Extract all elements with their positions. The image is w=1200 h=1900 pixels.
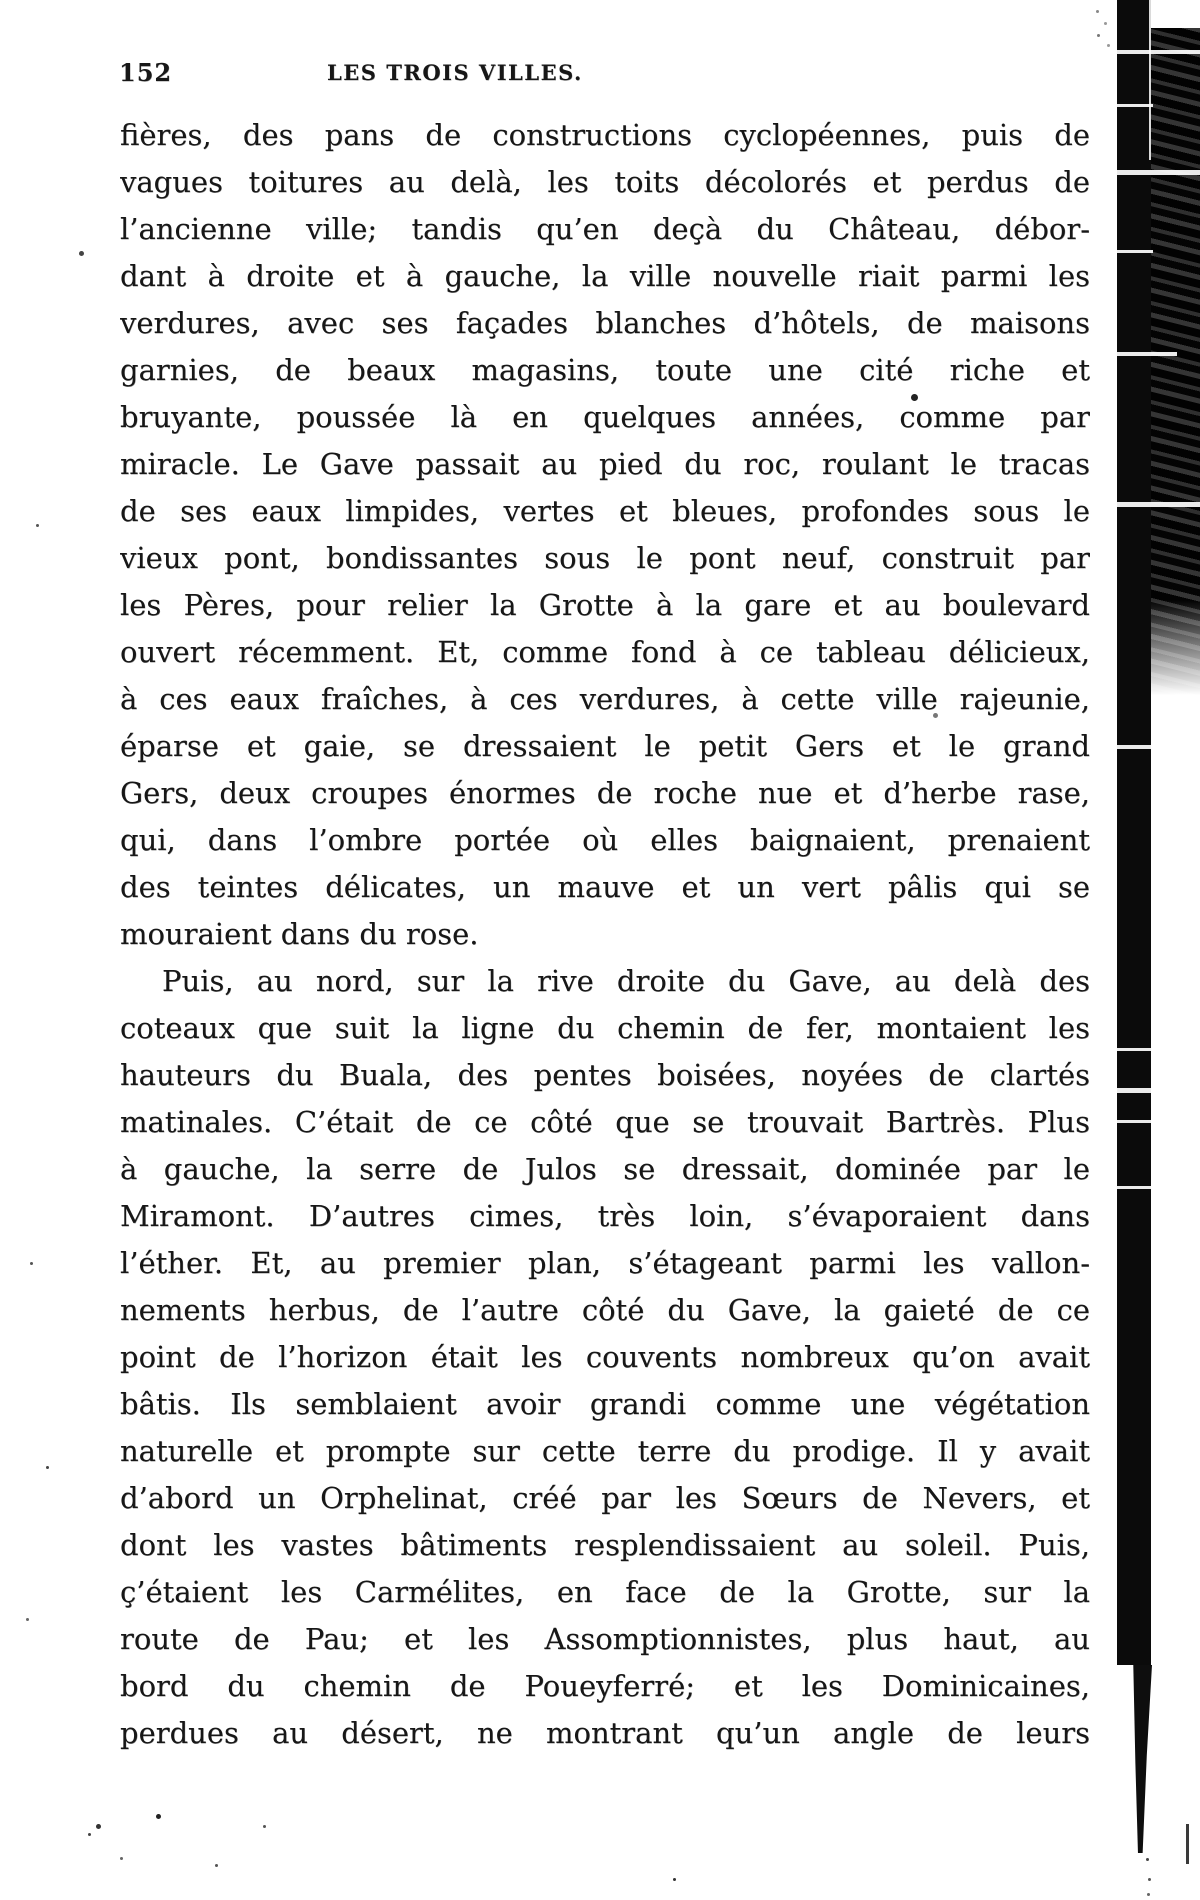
scan-speck-layer	[0, 0, 3, 3]
gutter-highlight-line	[1117, 352, 1177, 356]
text-line: point de l’horizon était les couvents nombreux qu’on avait	[120, 1340, 1090, 1374]
gutter-highlight-line	[1117, 170, 1200, 175]
text-line: verdures, avec ses façades blanches d’hôtels, de maisons	[120, 306, 1090, 340]
gutter-highlight-line	[1117, 502, 1200, 507]
text-line: les Pères, pour relier la Grotte à la gare et au boulevard	[120, 588, 1090, 622]
text-line: ouvert récemment. Et, comme fond à ce tableau délicieux,	[120, 635, 1090, 669]
text-line: mouraient dans du rose.	[120, 917, 479, 951]
text-line: éparse et gaie, se dressaient le petit Gers et le grand	[120, 729, 1090, 763]
running-title: LES TROIS VILLES.	[327, 60, 583, 85]
gutter-highlight-line	[1117, 745, 1151, 749]
text-line: miracle. Le Gave passait au pied du roc, roulant le tracas	[120, 447, 1090, 481]
text-line: de ses eaux limpides, vertes et bleues, profondes sous le	[120, 494, 1090, 528]
text-line: Miramont. D’autres cimes, très loin, s’évaporaient dans	[120, 1199, 1090, 1233]
paragraph	[120, 958, 1090, 1757]
gutter-highlight-line	[1117, 1048, 1151, 1051]
paragraph	[120, 112, 1090, 958]
text-line: hauteurs du Buala, des pentes boisées, noyées de clartés	[120, 1058, 1090, 1092]
text-line: d’abord un Orphelinat, créé par les Sœurs de Nevers, et	[120, 1481, 1090, 1515]
text-line: l’ancienne ville; tandis qu’en deçà du Château, débor-	[120, 212, 1090, 246]
text-line: à gauche, la serre de Julos se dressait, dominée par le	[120, 1152, 1090, 1186]
text-line: route de Pau; et les Assomptionnistes, plus haut, au	[120, 1622, 1090, 1656]
text-line: bruyante, poussée là en quelques années, comme par	[120, 400, 1090, 434]
text-line: vagues toitures au delà, les toits décolorés et perdus de	[120, 165, 1090, 199]
text-line: matinales. C’était de ce côté que se trouvait Bartrès. Plus	[120, 1105, 1090, 1139]
text-line: nements herbus, de l’autre côté du Gave, la gaieté de ce	[120, 1293, 1090, 1327]
scan-edge-mark	[1186, 1824, 1189, 1864]
text-line: garnies, de beaux magasins, toute une cité riche et	[120, 353, 1090, 387]
text-line: à ces eaux fraîches, à ces verdures, à cette ville rajeunie,	[120, 682, 1090, 716]
text-line: vieux pont, bondissantes sous le pont neuf, construit par	[120, 541, 1090, 575]
page-number: 152	[119, 58, 173, 87]
text-line: Puis, au nord, sur la rive droite du Gave, au delà des	[162, 964, 1090, 998]
text-block	[120, 112, 1090, 1757]
text-line: dont les vastes bâtiments resplendissaient au soleil. Puis,	[120, 1528, 1090, 1562]
text-line: coteaux que suit la ligne du chemin de fer, montaient les	[120, 1011, 1090, 1045]
scan-edge-highlight	[1149, 0, 1151, 160]
text-line: ç’étaient les Carmélites, en face de la Grotte, sur la	[120, 1575, 1090, 1609]
text-line: fières, des pans de constructions cyclopéennes, puis de	[120, 118, 1090, 152]
text-line: qui, dans l’ombre portée où elles baignaient, prenaient	[120, 823, 1090, 857]
text-line: perdues au désert, ne montrant qu’un angle de leurs	[120, 1716, 1090, 1750]
text-line: bâtis. Ils semblaient avoir grandi comme une végétation	[120, 1387, 1090, 1421]
gutter-highlight-line	[1117, 50, 1200, 54]
text-line: Gers, deux croupes énormes de roche nue et d’herbe rase,	[120, 776, 1090, 810]
scan-gutter-taper	[1126, 1665, 1152, 1853]
gutter-highlight-line	[1117, 104, 1153, 107]
text-line: dant à droite et à gauche, la ville nouvelle riait parmi les	[120, 259, 1090, 293]
gutter-highlight-line	[1117, 250, 1153, 253]
gutter-highlight-line	[1117, 1120, 1151, 1123]
gutter-highlight-line	[1117, 1186, 1151, 1189]
text-line: bord du chemin de Poueyferré; et les Dominicaines,	[120, 1669, 1090, 1703]
text-line: naturelle et prompte sur cette terre du prodige. Il y avait	[120, 1434, 1090, 1468]
text-line: l’éther. Et, au premier plan, s’étageant parmi les vallon-	[120, 1246, 1090, 1280]
scan-edge-fade	[1151, 600, 1200, 712]
gutter-highlight-line	[1117, 1088, 1151, 1093]
page-header	[0, 56, 1200, 92]
text-line: des teintes délicates, un mauve et un vert pâlis qui se	[120, 870, 1090, 904]
